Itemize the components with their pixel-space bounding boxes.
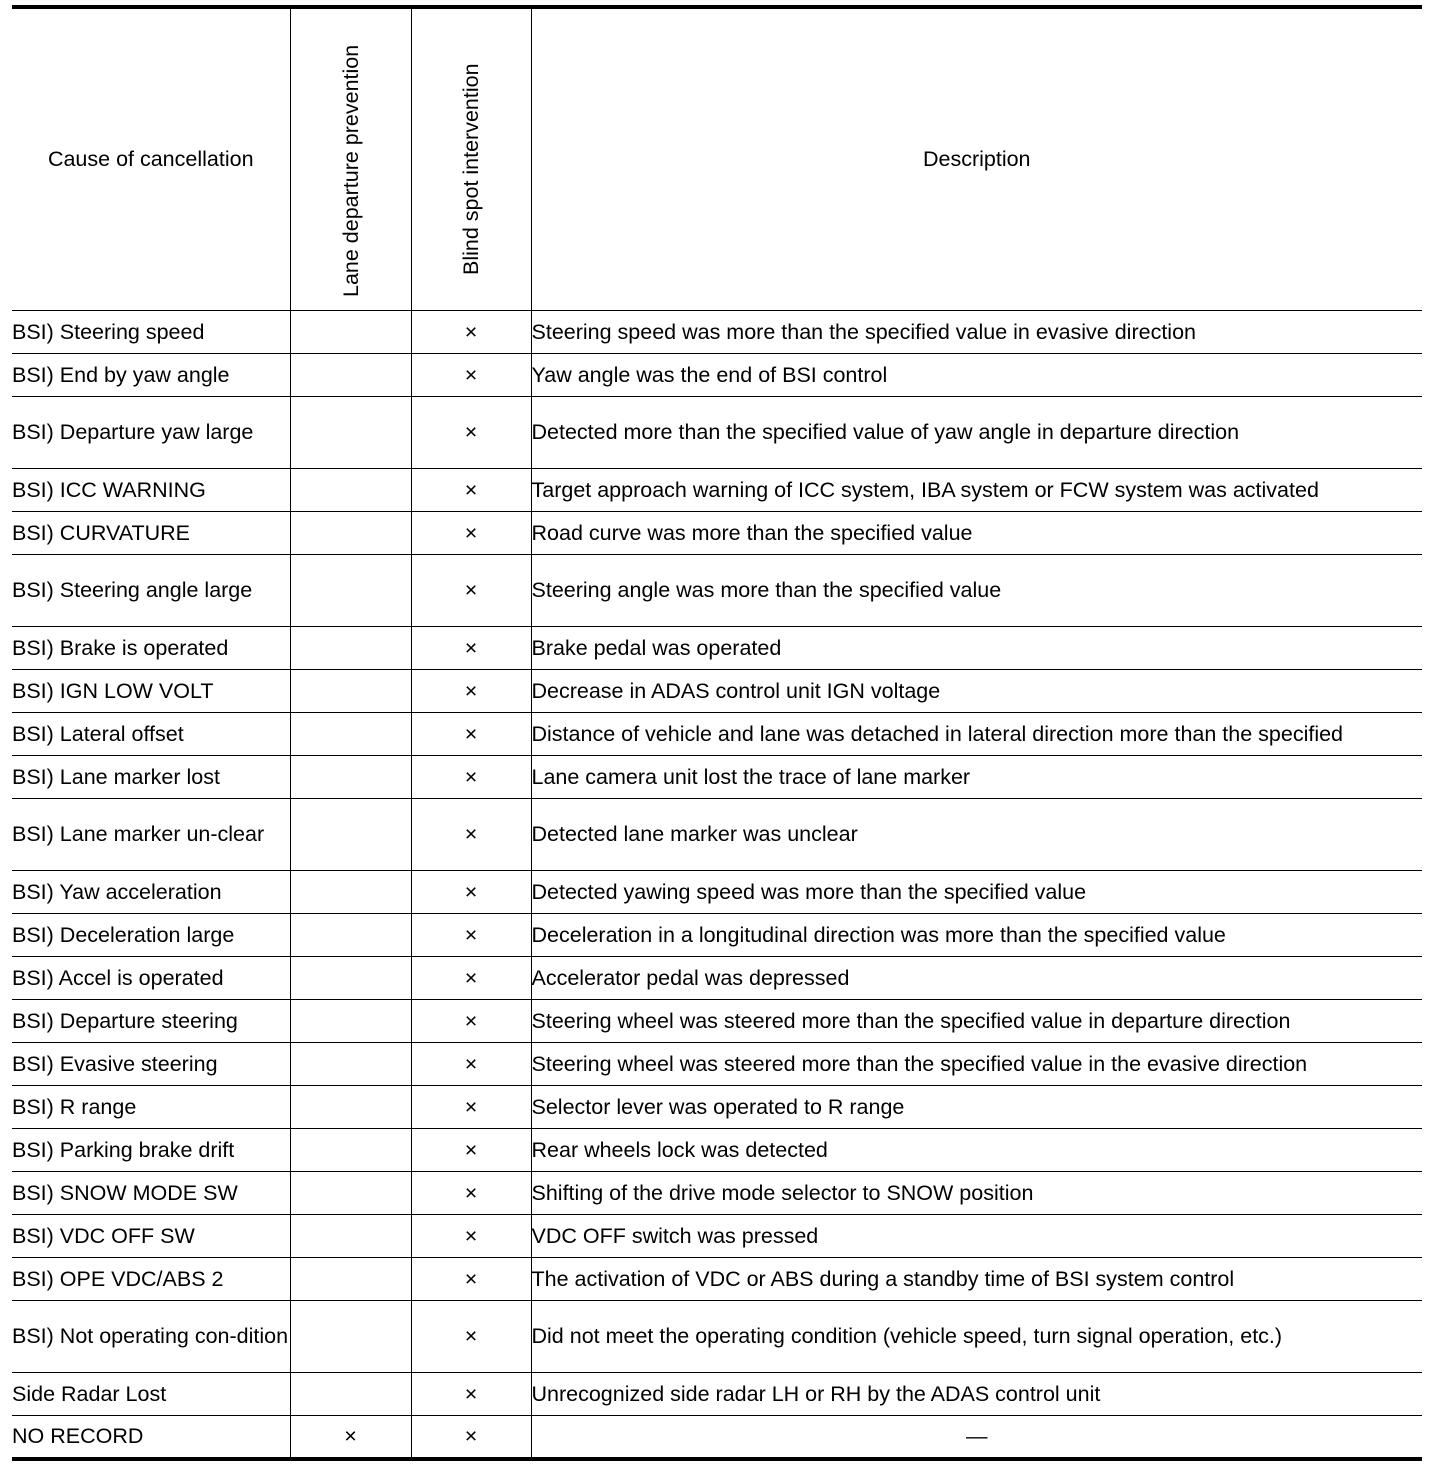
bsi-mark-cell: ×	[411, 469, 531, 512]
bsi-mark-cell: ×	[411, 397, 531, 469]
bsi-mark-cell: ×	[411, 311, 531, 354]
table-row	[12, 469, 1422, 512]
table-row	[12, 1000, 1422, 1043]
description-cell: Selector lever was operated to R range	[531, 1086, 1422, 1129]
header-ldp-label: Lane departure prevention	[338, 44, 363, 297]
description-cell: Distance of vehicle and lane was detached in lateral direction more than the specified	[531, 713, 1422, 756]
bsi-mark-cell: ×	[411, 1373, 531, 1416]
table-row	[12, 1301, 1422, 1373]
bsi-mark-cell: ×	[411, 1172, 531, 1215]
description-cell: Brake pedal was operated	[531, 627, 1422, 670]
cause-cell: BSI) Yaw acceleration	[12, 871, 290, 914]
cause-cell: BSI) Evasive steering	[12, 1043, 290, 1086]
description-cell: Accelerator pedal was depressed	[531, 957, 1422, 1000]
table-row	[12, 311, 1422, 354]
table-row	[12, 1373, 1422, 1416]
ldp-mark-cell	[290, 1373, 411, 1416]
cause-cell: BSI) Brake is operated	[12, 627, 290, 670]
bsi-mark-cell: ×	[411, 354, 531, 397]
bsi-mark-cell: ×	[411, 670, 531, 713]
table-row	[12, 1258, 1422, 1301]
cause-cell: BSI) SNOW MODE SW	[12, 1172, 290, 1215]
bsi-mark-cell: ×	[411, 871, 531, 914]
ldp-mark-cell	[290, 1301, 411, 1373]
cause-cell: BSI) End by yaw angle	[12, 354, 290, 397]
bsi-mark-cell: ×	[411, 957, 531, 1000]
table-row	[12, 756, 1422, 799]
description-cell: Shifting of the drive mode selector to SNOW position	[531, 1172, 1422, 1215]
bsi-mark-cell: ×	[411, 555, 531, 627]
description-cell: Target approach warning of ICC system, IBA system or FCW system was activated	[531, 469, 1422, 512]
cause-cell: BSI) CURVATURE	[12, 512, 290, 555]
table-row	[12, 397, 1422, 469]
header-cause	[12, 7, 290, 311]
description-cell: Lane camera unit lost the trace of lane marker	[531, 756, 1422, 799]
header-lane-departure-prevention	[290, 7, 411, 311]
ldp-mark-cell	[290, 914, 411, 957]
bsi-mark-cell: ×	[411, 1129, 531, 1172]
description-cell: The activation of VDC or ABS during a standby time of BSI system control	[531, 1258, 1422, 1301]
ldp-mark-cell	[290, 713, 411, 756]
header-description	[531, 7, 1422, 311]
cause-cell: BSI) Steering angle large	[12, 555, 290, 627]
ldp-mark-cell	[290, 871, 411, 914]
ldp-mark-cell	[290, 555, 411, 627]
bsi-mark-cell: ×	[411, 1000, 531, 1043]
cause-cell: BSI) Lane marker lost	[12, 756, 290, 799]
description-cell: Steering angle was more than the specified value	[531, 555, 1422, 627]
description-cell: Deceleration in a longitudinal direction was more than the specified value	[531, 914, 1422, 957]
table-row	[12, 670, 1422, 713]
cause-cell: BSI) Accel is operated	[12, 957, 290, 1000]
bsi-mark-cell: ×	[411, 512, 531, 555]
table-row	[12, 914, 1422, 957]
table-row	[12, 713, 1422, 756]
ldp-mark-cell	[290, 397, 411, 469]
ldp-mark-cell	[290, 1000, 411, 1043]
table-row	[12, 799, 1422, 871]
cause-cell: NO RECORD	[12, 1416, 290, 1459]
cause-cell: BSI) Steering speed	[12, 311, 290, 354]
description-cell: Road curve was more than the specified value	[531, 512, 1422, 555]
ldp-mark-cell	[290, 469, 411, 512]
bsi-mark-cell: ×	[411, 914, 531, 957]
cause-cell: Side Radar Lost	[12, 1373, 290, 1416]
table-row	[12, 627, 1422, 670]
ldp-mark-cell	[290, 957, 411, 1000]
table-row	[12, 1172, 1422, 1215]
table-row	[12, 354, 1422, 397]
table-row	[12, 1043, 1422, 1086]
cancellation-cause-table	[12, 5, 1422, 1461]
ldp-mark-cell: ×	[290, 1416, 411, 1459]
description-cell: Decrease in ADAS control unit IGN voltage	[531, 670, 1422, 713]
table-row	[12, 1215, 1422, 1258]
description-cell: Detected yawing speed was more than the specified value	[531, 871, 1422, 914]
header-description-label: Description	[922, 147, 1031, 171]
ldp-mark-cell	[290, 354, 411, 397]
description-cell: Rear wheels lock was detected	[531, 1129, 1422, 1172]
cause-cell: BSI) VDC OFF SW	[12, 1215, 290, 1258]
ldp-mark-cell	[290, 799, 411, 871]
table-row	[12, 555, 1422, 627]
bsi-mark-cell: ×	[411, 1416, 531, 1459]
ldp-mark-cell	[290, 1086, 411, 1129]
cause-cell: BSI) Departure yaw large	[12, 397, 290, 469]
bsi-mark-cell: ×	[411, 1086, 531, 1129]
table-row	[12, 871, 1422, 914]
description-cell: —	[531, 1416, 1422, 1459]
header-blind-spot-intervention	[411, 7, 531, 311]
header-row	[12, 7, 1422, 311]
header-bsi-label: Blind spot intervention	[459, 63, 483, 275]
table-row	[12, 1129, 1422, 1172]
cause-cell: BSI) ICC WARNING	[12, 469, 290, 512]
ldp-mark-cell	[290, 512, 411, 555]
ldp-mark-cell	[290, 756, 411, 799]
description-cell: Yaw angle was the end of BSI control	[531, 354, 1422, 397]
table-row	[12, 1416, 1422, 1459]
cause-cell: BSI) OPE VDC/ABS 2	[12, 1258, 290, 1301]
ldp-mark-cell	[290, 1172, 411, 1215]
bsi-mark-cell: ×	[411, 713, 531, 756]
header-cause-label: Cause of cancellation	[47, 147, 254, 171]
cause-cell: BSI) R range	[12, 1086, 290, 1129]
cause-cell: BSI) Parking brake drift	[12, 1129, 290, 1172]
bsi-mark-cell: ×	[411, 627, 531, 670]
table-row	[12, 1086, 1422, 1129]
description-cell: VDC OFF switch was pressed	[531, 1215, 1422, 1258]
bsi-mark-cell: ×	[411, 1215, 531, 1258]
ldp-mark-cell	[290, 1043, 411, 1086]
description-cell: Steering wheel was steered more than the specified value in the evasive direction	[531, 1043, 1422, 1086]
description-cell: Steering wheel was steered more than the specified value in departure direction	[531, 1000, 1422, 1043]
table-row	[12, 957, 1422, 1000]
cause-cell: BSI) IGN LOW VOLT	[12, 670, 290, 713]
bsi-mark-cell: ×	[411, 1258, 531, 1301]
description-cell: Did not meet the operating condition (vehicle speed, turn signal operation, etc.)	[531, 1301, 1422, 1373]
bsi-mark-cell: ×	[411, 1043, 531, 1086]
ldp-mark-cell	[290, 311, 411, 354]
bsi-mark-cell: ×	[411, 799, 531, 871]
table-row	[12, 512, 1422, 555]
cause-cell: BSI) Lateral offset	[12, 713, 290, 756]
cause-cell: BSI) Deceleration large	[12, 914, 290, 957]
cause-cell: BSI) Lane marker un-clear	[12, 799, 290, 871]
description-cell: Detected more than the specified value of yaw angle in departure direction	[531, 397, 1422, 469]
description-cell: Steering speed was more than the specified value in evasive direction	[531, 311, 1422, 354]
ldp-mark-cell	[290, 1258, 411, 1301]
ldp-mark-cell	[290, 627, 411, 670]
ldp-mark-cell	[290, 1215, 411, 1258]
bsi-mark-cell: ×	[411, 1301, 531, 1373]
cause-cell: BSI) Departure steering	[12, 1000, 290, 1043]
ldp-mark-cell	[290, 670, 411, 713]
description-cell: Detected lane marker was unclear	[531, 799, 1422, 871]
bsi-mark-cell: ×	[411, 756, 531, 799]
description-cell: Unrecognized side radar LH or RH by the ADAS control unit	[531, 1373, 1422, 1416]
cause-cell: BSI) Not operating con-dition	[12, 1301, 290, 1373]
ldp-mark-cell	[290, 1129, 411, 1172]
